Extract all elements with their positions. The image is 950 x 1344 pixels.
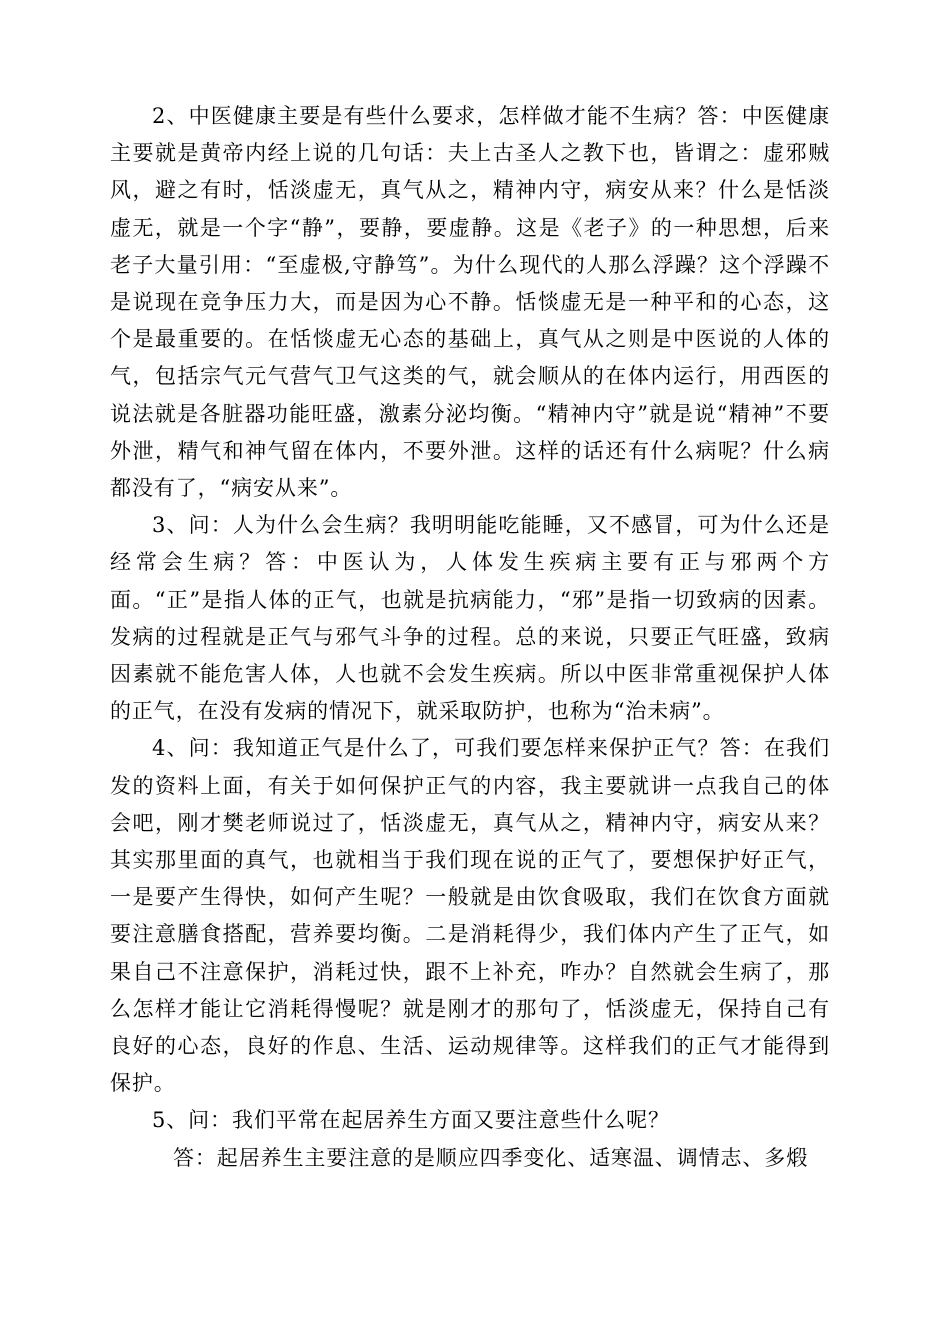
document-body — [110, 98, 830, 1177]
paragraph-a5: 答：起居养生主要注意的是顺应四季变化、适寒温、调情志、多煅 — [173, 1145, 809, 1170]
paragraph-q4: 4、问：我知道正气是什么了，可我们要怎样来保护正气？答：在我们发的资料上面，有关于如何保护正气的内容，我主要就讲一点我自己的体会吧，刚才樊老师说过了，恬淡虚无，真气从之，精神内守，病安从来？其实那里面的真气，也就相当于我们现在说的正气了，要想保护好正气，一是要产生得快，如何产生呢？一般就是由饮食吸取，我们在饮食方面就要注意膳食搭配，营养要均衡。二是消耗得少，我们体内产生了正气，如果自己不注意保护，消耗过快，跟不上补充，咋办？自然就会生病了，那么怎样才能让它消耗得慢呢？就是刚才的那句了，恬淡虚无，保持自己有良好的心态，良好的作息、生活、运动规律等。这样我们的正气才能得到保护。 — [110, 736, 830, 1096]
paragraph-q5: 5、问：我们平常在起居养生方面又要注意些什么呢？ — [152, 1108, 670, 1133]
paragraph-q2: 2、中医健康主要是有些什么要求，怎样做才能不生病？答：中医健康主要就是黄帝内经上说的几句话：夫上古圣人之教下也，皆谓之：虚邪贼风，避之有时，恬淡虚无，真气从之，精神内守，病安从来？什么是恬淡虚无，就是一个字“静”，要静，要虚静。这是《老子》的一种思想，后来老子大量引用：“至虚极,守静笃”。为什么现代的人那么浮躁？这个浮躁不是说现在竞争压力大，而是因为心不静。恬惔虚无是一种平和的心态，这个是最重要的。在恬惔虚无心态的基础上，真气从之则是中医说的人体的气，包括宗气元气营气卫气这类的气，就会顺从的在体内运行，用西医的说法就是各脏器功能旺盛，激素分泌均衡。“精神内守”就是说“精神”不要外泄，精气和神气留在体内，不要外泄。这样的话还有什么病呢？什么病都没有了，“病安从来”。 — [110, 104, 830, 501]
paragraph-q3: 3、问：人为什么会生病？我明明能吃能睡，又不感冒，可为什么还是经常会生病？答：中医认为，人体发生疾病主要有正与邪两个方面。“正”是指人体的正气，也就是抗病能力，“邪”是指一切致病的因素。发病的过程就是正气与邪气斗争的过程。总的来说，只要正气旺盛，致病因素就不能危害人体，人也就不会发生疾病。所以中医非常重视保护人体的正气，在没有发病的情况下，就采取防护，也称为“治未病”。 — [110, 513, 830, 724]
